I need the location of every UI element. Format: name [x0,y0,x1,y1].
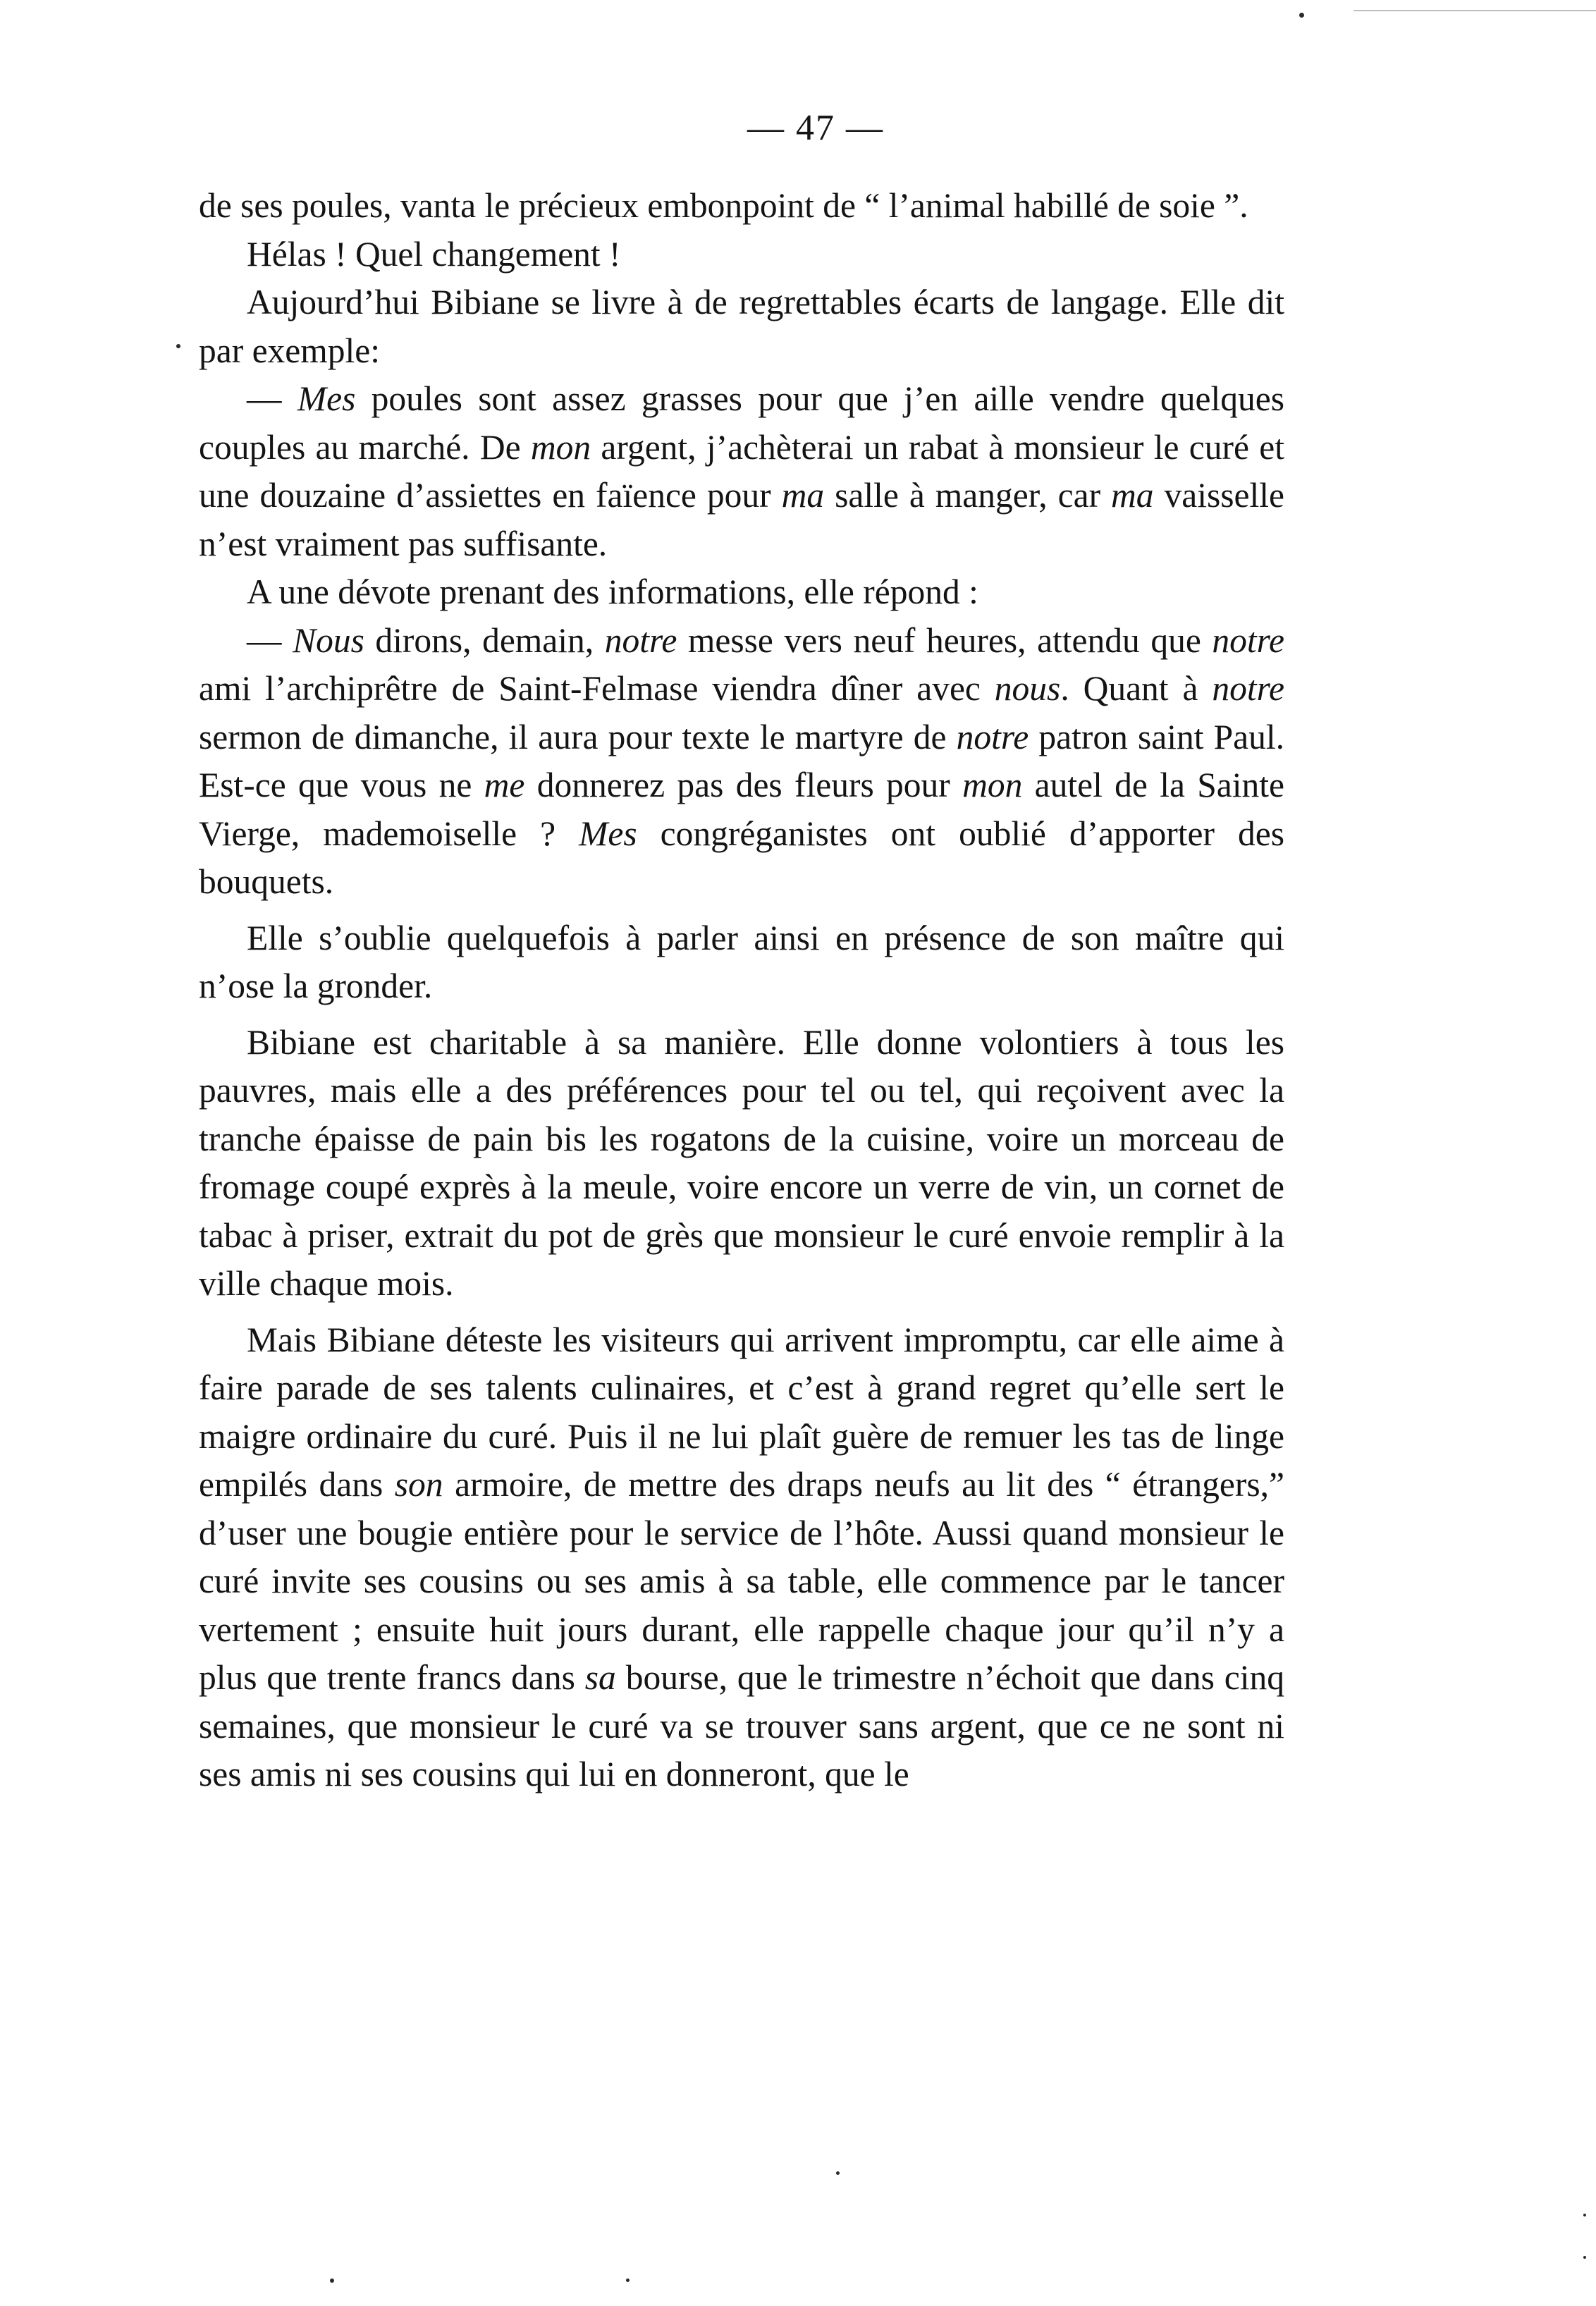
scan-speck [836,2171,840,2175]
text-run: bourse, que le trimestre n’échoit que dans cinq semaines, que monsieur le curé va se trouver sans argent, que ce ne sont ni ses amis ni ses cousins qui lui en donneront, que le [199,1658,1284,1793]
paragraph-helas [199,231,1284,279]
italic-text: notre [604,620,677,660]
text-run: congréganistes ont oublié d’apporter des bouquets. [199,814,1284,901]
italic-text: me [484,766,525,804]
text-run: — [247,379,297,418]
scan-speck [330,2279,334,2283]
text-run: armoire, de mettre des draps neufs au lit des “ étrangers,” d’user une bougie entière pour le service de l’hôte. Aussi quand monsieur le curé invite ses cousins ou ses amis à sa table, elle commence par le tancer vertement ; ensuite huit jours durant, elle rappelle chaque jour qu’il n’y a plus que trente francs dans [199,1465,1284,1697]
text-run: dirons, demain, [364,620,605,660]
scan-speck [626,2279,630,2282]
paragraph-mes-poules [199,375,1284,568]
italic-text: ma [781,476,825,515]
text-run: Bibiane est charitable à sa manière. Elle donne volontiers à tous les pauvres, mais elle a des préférences pour tel ou tel, qui reçoivent avec la tranche épaisse de pain bis les rogatons de la cuisine, voire un morceau de fromage coupé exprès à la meule, voire encore un verre de vin, un cornet de tabac à priser, extrait du pot de grès que monsieur le curé envoie remplir à la ville chaque mois. [199,1022,1284,1303]
text-run: — [247,620,293,660]
text-run: messe vers neuf heures, attendu que [677,620,1213,660]
text-run: Hélas ! Quel changement ! [247,234,621,274]
paragraph-devote [199,568,1284,617]
italic-text: son [394,1465,443,1504]
text-run: A une dévote prenant des informations, elle répond : [247,572,978,611]
italic-text: Nous [293,620,364,660]
italic-text: notre [1212,669,1284,708]
text-run: autel de la Sainte Vierge, mademoiselle ? [199,766,1284,853]
text-run: patron saint Paul. Est-ce que vous ne [199,717,1285,804]
text-run: argent, j’achèterai un rabat à monsieur le curé et une douzaine d’assiettes en faïence pour [199,427,1284,515]
text-run: ami l’archiprêtre de Saint-Felmase viendra dîner avec [199,669,995,708]
text-run: sermon de dimanche, il aura pour texte le martyre de [199,717,957,756]
paragraph-elle-soublie [199,914,1284,1011]
text-run: donnerez pas des fleurs pour [524,766,963,804]
scan-speck [1583,2214,1586,2216]
page-number: — 47 — [747,108,884,148]
text-run: Elle s’oublie quelquefois à parler ainsi en présence de son maître qui n’ose la gronder. [199,918,1284,1005]
italic-text: mon [530,427,591,467]
italic-text: nous [994,669,1061,708]
text-run: Aujourd’hui Bibiane se livre à de regrettables écarts de langage. Elle dit par exemple: [199,283,1284,370]
body-text [199,182,1284,1799]
scan-speck [1299,13,1304,18]
text-run: de ses poules, vanta le précieux embonpoint de “ l’animal habillé de soie ”. [199,186,1248,225]
paragraph-charitable [199,1019,1284,1308]
italic-text: mon [962,766,1023,804]
scan-edge-line [1353,10,1596,11]
italic-text: sa [584,1658,616,1697]
text-run: poules sont assez grasses pour que j’en aille vendre quelques couples au marché. De [199,379,1284,467]
text-run: salle à manger, car [824,476,1112,515]
italic-text: Mes [297,379,356,418]
text-run: . Quant à [1060,669,1213,708]
text-run: vaisselle n’est vraiment pas suffisante. [199,476,1284,563]
paragraph-visiteurs [199,1316,1284,1799]
paragraph-continuation [199,182,1284,231]
scan-speck [1583,2256,1586,2259]
paragraph-nous-dirons [199,617,1284,907]
italic-text: notre [956,717,1029,756]
scan-speck [176,344,180,348]
italic-text: Mes [579,814,637,853]
italic-text: ma [1111,476,1154,515]
text-run: Mais Bibiane déteste les visiteurs qui arrivent impromptu, car elle aime à faire parade de ses talents culinaires, et c’est à grand regret qu’elle sert le maigre ordinaire du curé. Puis il ne lui plaît guère de remuer les tas de linge empilés dans [199,1320,1284,1504]
italic-text: notre [1212,620,1285,660]
paragraph-aujourdhui [199,278,1284,375]
